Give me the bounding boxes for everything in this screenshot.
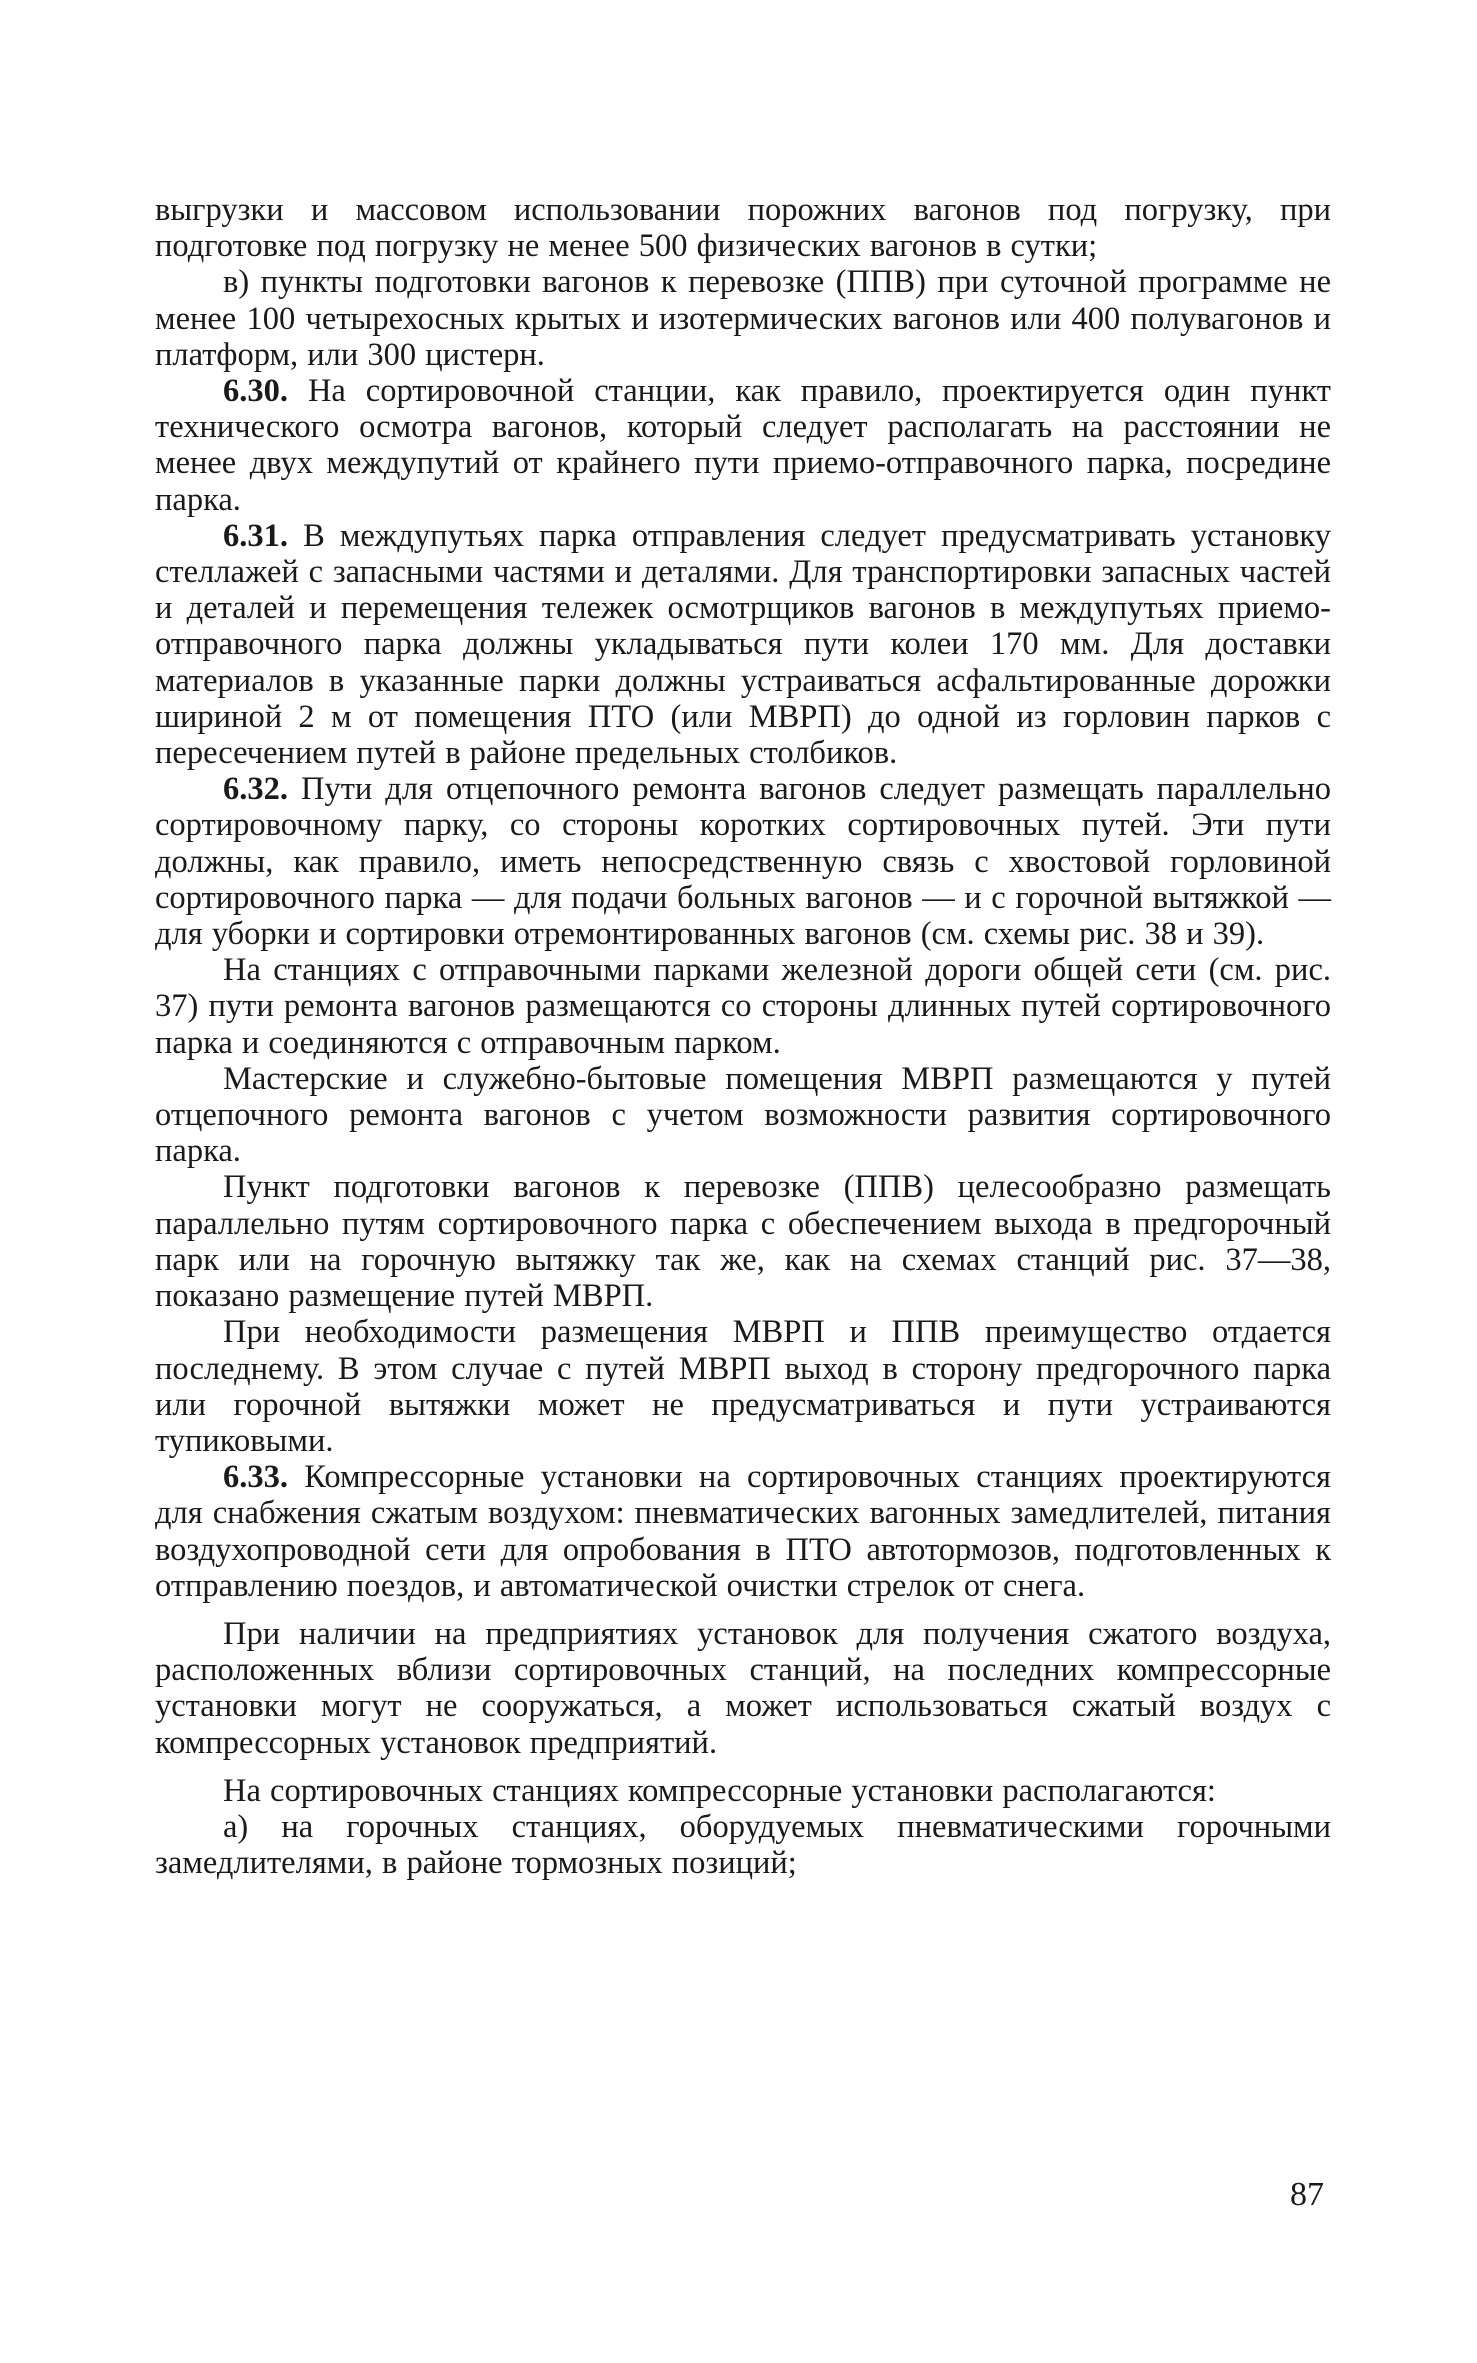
paragraph-item-a: а) на горочных станциях, оборудуемых пневматическими горочными замедлителями, в районе тормозных позиций; — [155, 1808, 1331, 1882]
page-number: 87 — [1290, 2176, 1324, 2213]
paragraph-ppv-placement: Пункт подготовки вагонов к перевозке (ППВ) целесообразно размещать параллельно путям сортировочного парка с обеспечением выхода в предгорочный парк или на горочную вытяжку так же, как на схемах станций рис. 37—38, показано размещение путей МВРП. — [155, 1169, 1331, 1315]
paragraph-6-31: 6.31. В междупутьях парка отправления следует предусматривать установку стеллажей с запасными частями и деталями. Для транспортировки запасных частей и деталей и перемещения тележек осмотрщиков вагонов в междупутьях приемо-отправочного парка должны укладываться пути колеи 170 мм. Для доставки материалов в указанные парки должны устраиваться асфальтированные дорожки шириной 2 м от помещения ПТО (или МВРП) до одной из горловин парков с пересечением путей в районе предельных столбиков. — [155, 517, 1331, 772]
paragraph-item-v: в) пункты подготовки вагонов к перевозке (ППВ) при суточной программе не менее 100 четырехосных крытых и изотермических вагонов или 400 полувагонов и платформ, или 300 цистерн. — [155, 264, 1331, 373]
paragraph-repair-tracks: На станциях с отправочными парками железной дороги общей сети (см. рис. 37) пути ремонта вагонов размещаются со стороны длинных путей сортировочного парка и соединяются с отправочным парком. — [155, 952, 1331, 1061]
document-body — [155, 192, 1331, 1881]
paragraph-compressed-air: При наличии на предприятиях установок для получения сжатого воздуха, расположенных вблизи сортировочных станций, на последних компрессорные установки могут не сооружаться, а может использоваться сжатый воздух с компрессорных установок предприятий. — [155, 1615, 1331, 1761]
paragraph-compressor-location: На сортировочных станциях компрессорные установки располагаются: — [223, 1772, 1216, 1809]
section-number: 6.33. — [223, 1459, 288, 1496]
paragraph-continuation: выгрузки и массовом использовании порожних вагонов под погрузку, при подготовке под погрузку не менее 500 физических вагонов в сутки; — [155, 192, 1331, 265]
paragraph-6-32: 6.32. Пути для отцепочного ремонта вагонов следует размещать параллельно сортировочному парку, со стороны коротких сортировочных путей. Эти пути должны, как правило, иметь непосредственную связь с хвостовой горловиной сортировочного парка — для подачи больных вагонов — и с горочной вытяжкой — для уборки и сортировки отремонтированных вагонов (см. схемы рис. 38 и 39). — [155, 771, 1331, 953]
paragraph-workshops: Мастерские и служебно-бытовые помещения МВРП размещаются у путей отцепочного ремонта вагонов с учетом возможности развития сортировочного парка. — [155, 1060, 1331, 1170]
section-number: 6.31. — [223, 517, 288, 554]
paragraph-6-30: 6.30. На сортировочной станции, как правило, проектируется один пункт технического осмотра вагонов, который следует располагать на расстоянии не менее двух междупутий от крайнего пути приемо-отправочного парка, посредине парка. — [155, 373, 1331, 518]
paragraph-6-33: 6.33. Компрессорные установки на сортировочных станциях проектируются для снабжения сжатым воздухом: пневматических вагонных замедлителей, питания воздухопроводной сети для опробования в ПТО автотормозов, подготовленных к отправлению поездов, и автоматической очистки стрелок от снега. — [155, 1459, 1331, 1604]
section-number: 6.30. — [223, 373, 288, 410]
paragraph-priority: При необходимости размещения МВРП и ППВ преимущество отдается последнему. В этом случае с путей МВРП выход в сторону предгорочного парка или горочной вытяжки может не предусматриваться и пути устраиваются тупиковыми. — [155, 1314, 1331, 1459]
section-number: 6.32. — [223, 771, 288, 808]
